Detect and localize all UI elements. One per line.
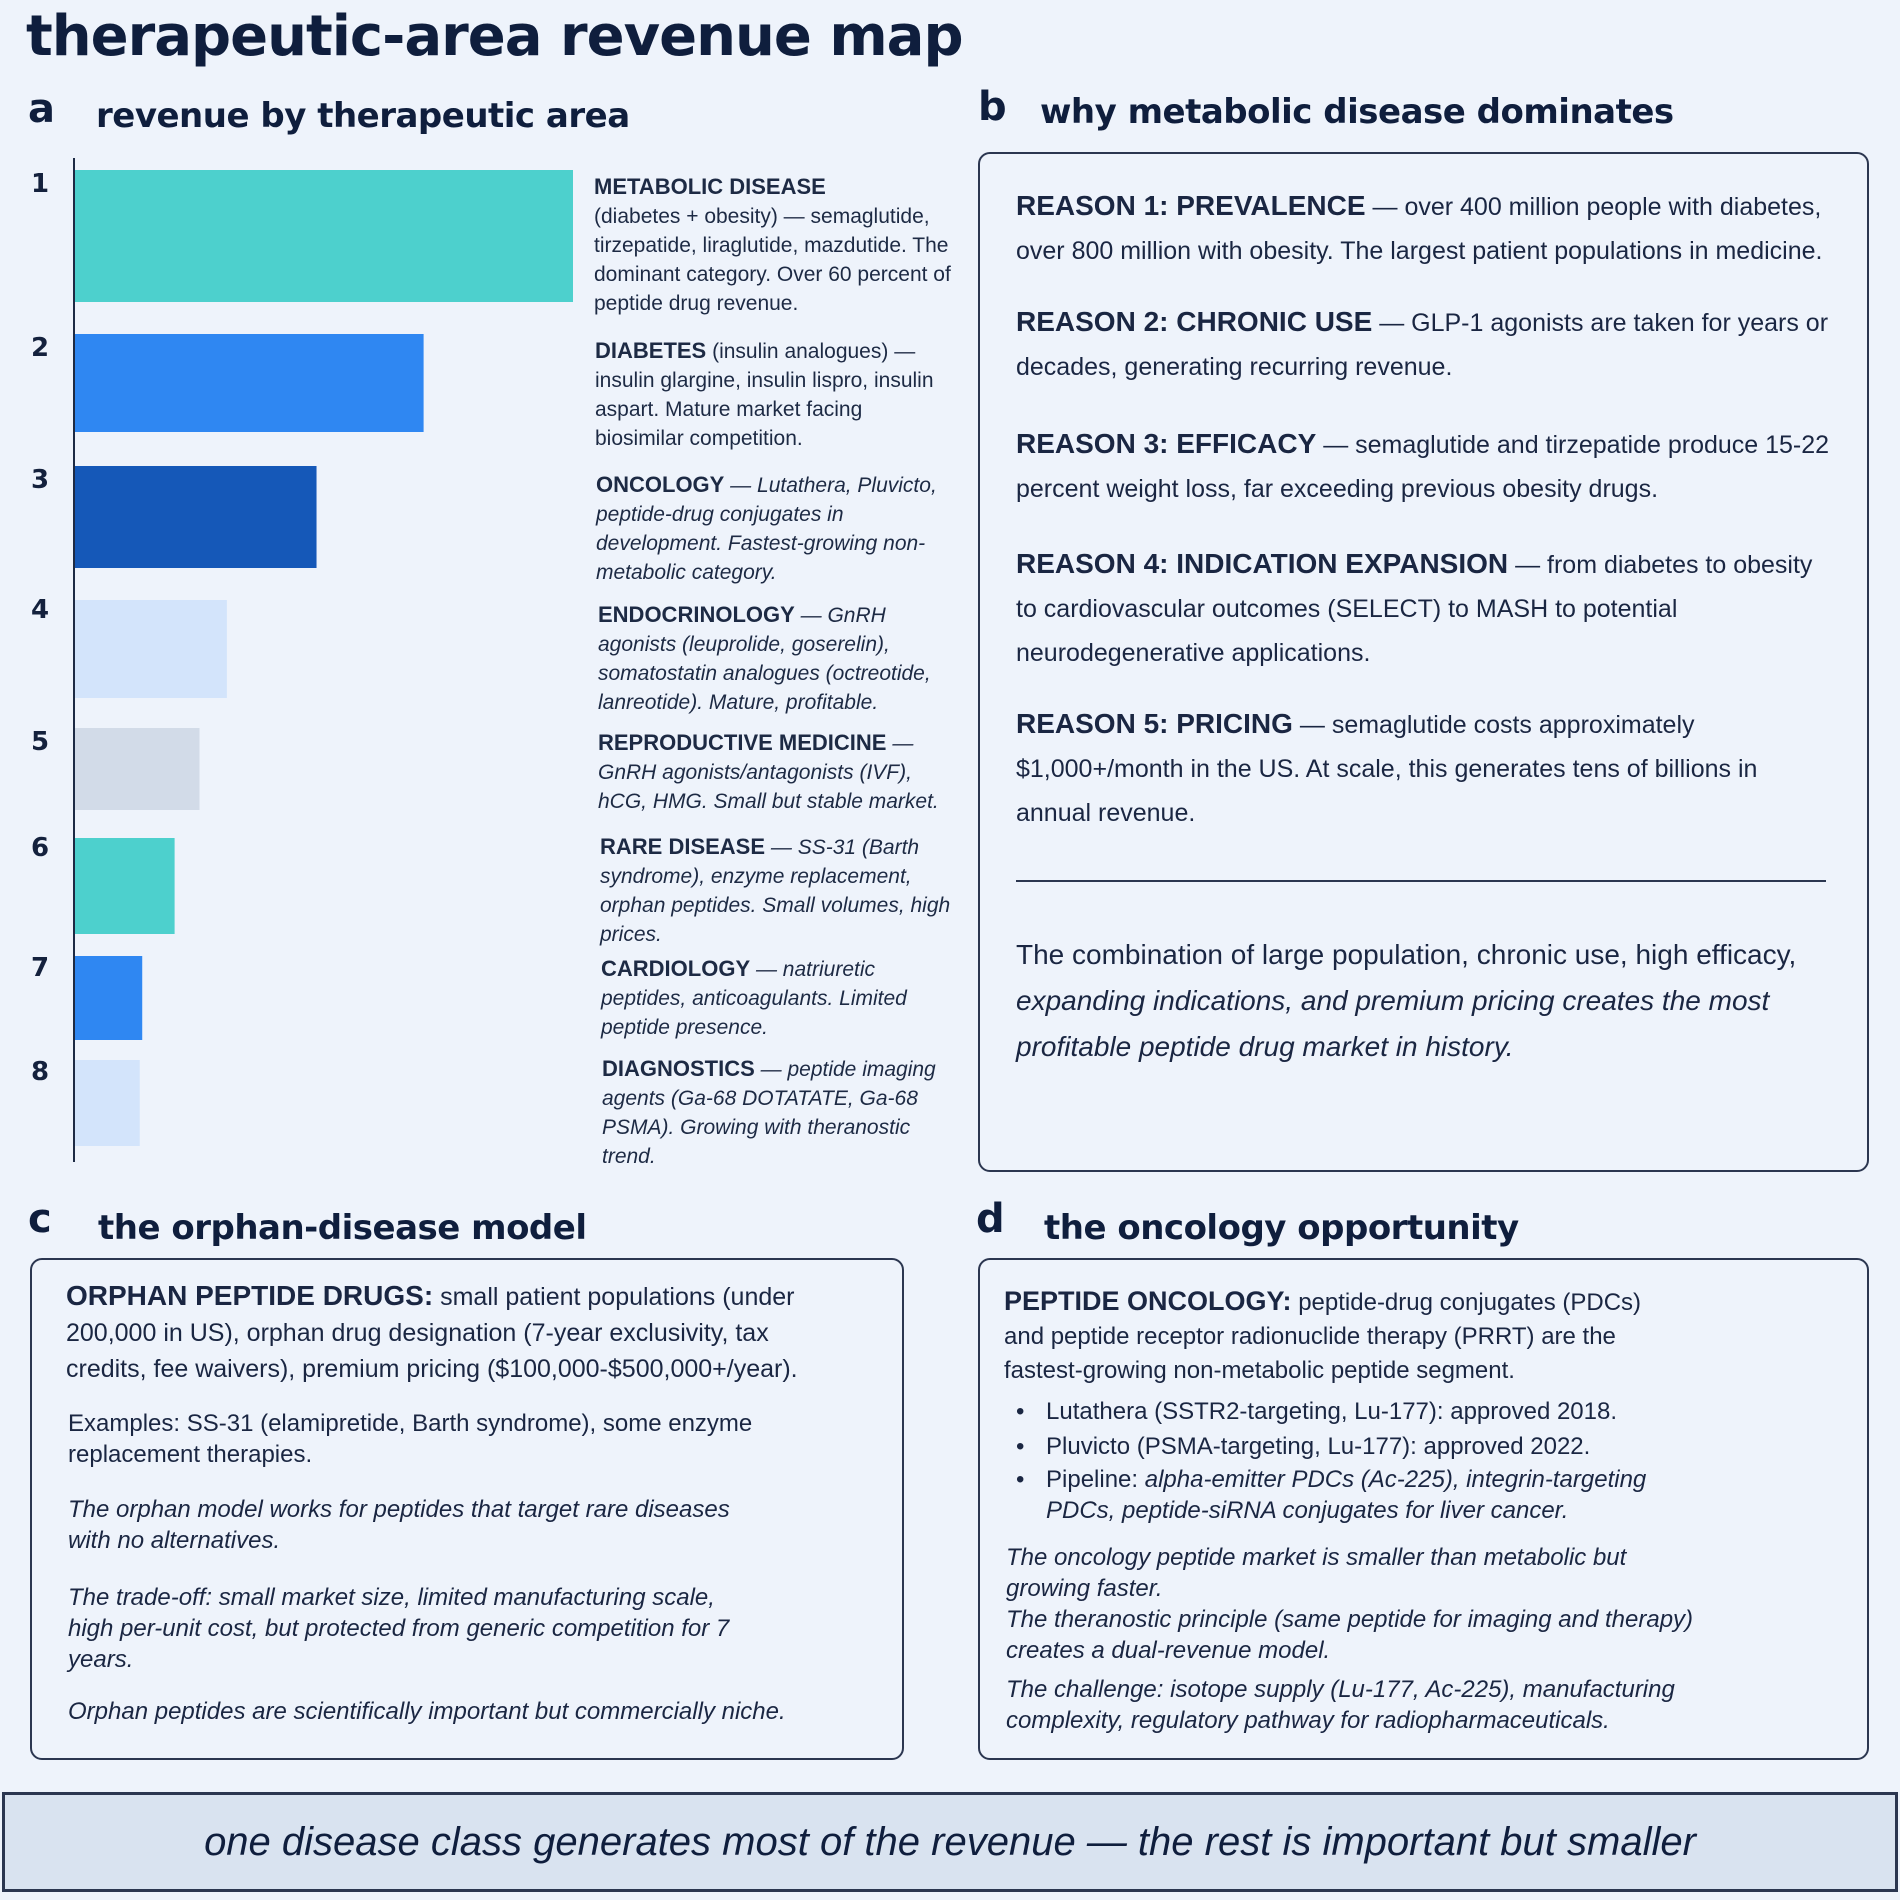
orphan-box (30, 1258, 904, 1760)
oncology-item-lutathera: • Lutathera (SSTR2-targeting, Lu-177): approved 2018. (1016, 1398, 1618, 1425)
oncology-box (978, 1258, 1869, 1760)
panel-d-title: the oncology opportunity (1044, 1208, 1519, 1248)
oncology-challenge: The challenge: isotope supply (Lu-177, Ac-225), manufacturing complexity, regulatory pathway for radiopharmaceuticals. (1006, 1676, 1675, 1734)
rank-label-6: 6 (30, 833, 50, 863)
orphan-tradeoff: The trade-off: small market size, limited manufacturing scale, high per-unit cost, but protected from generic competition for 7 years. (68, 1584, 730, 1673)
panel-d-letter: d (976, 1196, 1005, 1242)
orphan-examples: Examples: SS-31 (elamipretide, Barth syndrome), some enzyme replacement therapies. (68, 1410, 753, 1468)
rank-label-8: 8 (30, 1057, 50, 1087)
rank-label-7: 7 (30, 953, 50, 983)
bar-7 (75, 956, 142, 1040)
orphan-intro: ORPHAN PEPTIDE DRUGS: small patient populations (under 200,000 in US), orphan drug designation (7-year exclusivity, tax credits, fee waivers), premium pricing ($100,000-$500,000+/year). (66, 1280, 798, 1383)
reason-3: REASON 3: EFFICACY — semaglutide and tirzepatide produce 15-22 percent weight loss, far exceeding previous obesity drugs. (1016, 428, 1830, 503)
panel-b-letter: b (978, 84, 1007, 130)
reasons-box (978, 152, 1869, 1172)
reason-5: REASON 5: PRICING — semaglutide costs approximately $1,000+/month in the US. At scale, this generates tens of billions in annual revenue. (1016, 708, 1758, 827)
orphan-niche: Orphan peptides are scientifically important but commercially niche. (68, 1698, 786, 1725)
reason-1: REASON 1: PREVALENCE — over 400 million people with diabetes, over 800 million with obesity. The largest patient populations in medicine. (1016, 190, 1823, 265)
oncology-item-pluvicto: • Pluvicto (PSMA-targeting, Lu-177): approved 2022. (1016, 1433, 1591, 1460)
area-desc-4: ENDOCRINOLOGY — GnRH agonists (leuprolide, goserelin), somatostatin analogues (octreotide, lanreotide). Mature, profitable. (598, 602, 931, 714)
area-desc-1: METABOLIC DISEASE (diabetes + obesity) — semaglutide, tirzepatide, liraglutide, mazdutide. The dominant category. Over 60 percent of peptide drug revenue. (594, 174, 951, 315)
revenue-bar-chart (20, 150, 580, 1170)
panel-a-letter: a (28, 86, 55, 132)
area-desc-8: DIAGNOSTICS — peptide imaging agents (Ga-68 DOTATATE, Ga-68 PSMA). Growing with theranostic trend. (602, 1056, 936, 1168)
bar-6 (75, 838, 175, 934)
bar-8 (75, 1060, 140, 1146)
oncology-list (1010, 1394, 1830, 1526)
conclusion-text: one disease class generates most of the revenue — the rest is important but smaller (204, 1819, 1696, 1864)
bar-2 (75, 334, 424, 432)
bar-1 (75, 170, 573, 302)
oncology-market: The oncology peptide market is smaller than metabolic but growing faster. (1006, 1544, 1627, 1602)
panel-a-title: revenue by therapeutic area (96, 96, 630, 136)
orphan-model: The orphan model works for peptides that target rare diseases with no alternatives. (68, 1496, 730, 1554)
area-desc-3: ONCOLOGY — Lutathera, Pluvicto, peptide-drug conjugates in development. Fastest-growing non-metabolic category. (596, 472, 937, 584)
panel-b-title: why metabolic disease dominates (1040, 92, 1674, 132)
area-desc-7: CARDIOLOGY — natriuretic peptides, anticoagulants. Limited peptide presence. (601, 956, 907, 1039)
panel-c-title: the orphan-disease model (98, 1208, 587, 1248)
reason-4: REASON 4: INDICATION EXPANSION — from diabetes to obesity to cardiovascular outcomes (SELECT) to MASH to potential neurodegenerative applications. (1016, 548, 1813, 667)
reasons-divider (1016, 880, 1826, 882)
area-desc-6: RARE DISEASE — SS-31 (Barth syndrome), enzyme replacement, orphan peptides. Small volumes, high prices. (600, 834, 951, 946)
panel-c-letter: c (28, 1196, 52, 1242)
bar-4 (75, 600, 227, 698)
rank-label-1: 1 (30, 169, 50, 199)
rank-label-2: 2 (30, 333, 50, 363)
oncology-intro: PEPTIDE ONCOLOGY: peptide-drug conjugates (PDCs) and peptide receptor radionuclide therapy (PRRT) are the fastest-growing non-metabolic peptide segment. (1004, 1286, 1642, 1384)
area-desc-5: REPRODUCTIVE MEDICINE — GnRH agonists/antagonists (IVF), hCG, HMG. Small but stable market. (598, 730, 939, 813)
page-title: therapeutic-area revenue map (26, 4, 963, 69)
area-desc-2: DIABETES (insulin analogues) — insulin glargine, insulin lispro, insulin aspart. Mature market facing biosimilar competition. (595, 338, 934, 450)
rank-label-3: 3 (30, 465, 50, 495)
bar-5 (75, 728, 200, 810)
oncology-theranostic: The theranostic principle (same peptide for imaging and therapy) creates a dual-revenue model. (1006, 1606, 1694, 1664)
conclusion-banner (2, 1792, 1898, 1892)
reasons-summary: The combination of large population, chronic use, high efficacy, expanding indications, and premium pricing creates the most profitable peptide drug market in history. (1016, 939, 1797, 1062)
bar-3 (75, 466, 317, 568)
rank-label-4: 4 (30, 595, 50, 625)
reason-2: REASON 2: CHRONIC USE — GLP-1 agonists are taken for years or decades, generating recurring revenue. (1016, 306, 1829, 381)
rank-label-5: 5 (30, 727, 50, 757)
oncology-item-pipeline: • Pipeline: alpha-emitter PDCs (Ac-225), integrin-targeting PDCs, peptide-siRNA conjugates for liver cancer. (1016, 1466, 1647, 1524)
